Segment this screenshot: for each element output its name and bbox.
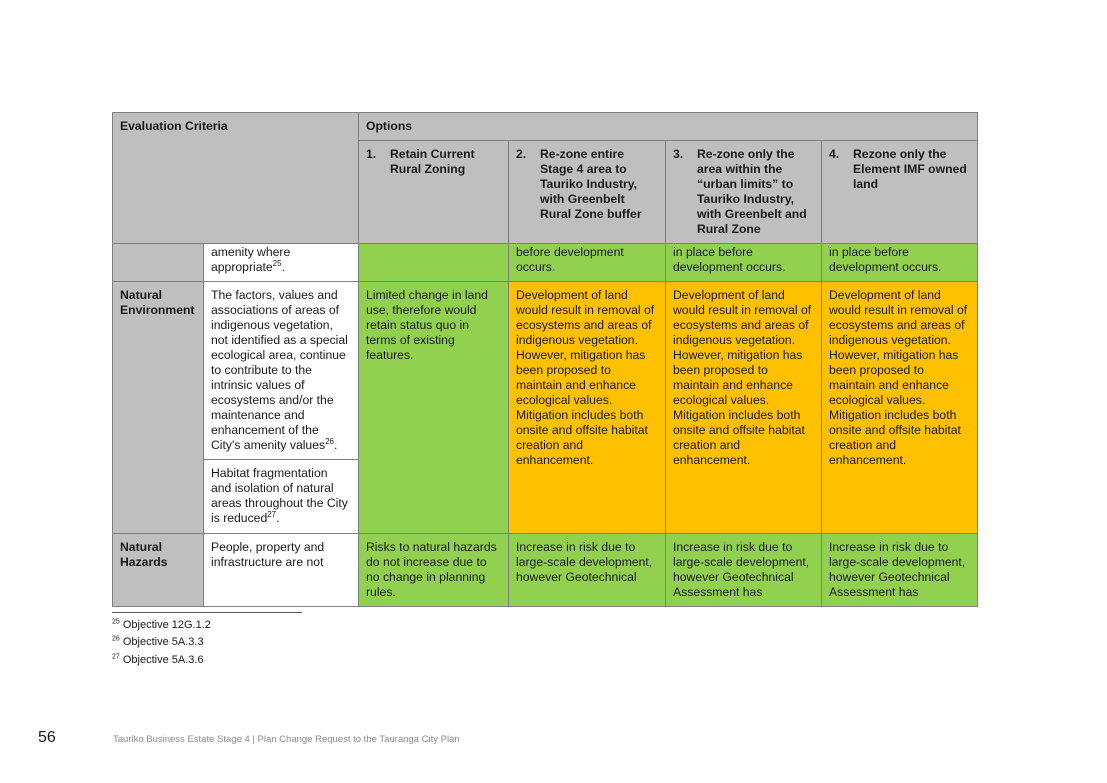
continuation-criterion: amenity where appropriate$^{25}$. bbox=[204, 244, 359, 282]
natural-hazards-option-2: Increase in risk due to large-scale development, however Geotechnical bbox=[509, 534, 666, 607]
natural-hazards-option-3: Increase in risk due to large-scale development, however Geotechnical Assessment has bbox=[666, 534, 822, 607]
header-option-4: 4. Rezone only the Element IMF owned land bbox=[822, 141, 978, 244]
footnote-26: $^{26}$ Objective 5A.3.3 bbox=[112, 635, 204, 648]
header-options: Options bbox=[359, 113, 978, 141]
continuation-option-3: in place before development occurs. bbox=[666, 244, 822, 282]
page-number: 56 bbox=[38, 729, 56, 746]
natural-environment-criterion-2: Habitat fragmentation and isolation of natural areas throughout the City is reduced$^{27}$. bbox=[204, 460, 359, 534]
natural-hazards-option-1: Risks to natural hazards do not increase due to no change in planning rules. bbox=[359, 534, 509, 607]
continuation-option-4: in place before development occurs. bbox=[822, 244, 978, 282]
footnote-27: $^{27}$ Objective 5A.3.6 bbox=[112, 653, 204, 666]
continuation-category bbox=[113, 244, 204, 282]
natural-hazards-row bbox=[113, 534, 978, 607]
natural-environment-option-2: Development of land would result in removal of ecosystems and areas of indigenous vegetation. However, mitigation has been proposed to maintain and enhance ecological values. Mitigation includes both onsite and offsite habitat creation and enhancement. bbox=[509, 282, 666, 534]
natural-hazards-option-4: Increase in risk due to large-scale development, however Geotechnical Assessment has bbox=[822, 534, 978, 607]
natural-environment-criterion-1: The factors, values and associations of areas of indigenous vegetation, not identified as a special ecological area, continue to contribute to the intrinsic values of ecosystems and/or the maintenance and enhancement of the City's amenity values$^{26}$. bbox=[204, 282, 359, 460]
continuation-option-2: before development occurs. bbox=[509, 244, 666, 282]
natural-hazards-category: Natural Hazards bbox=[113, 534, 204, 607]
footer-text: Tauriko Business Estate Stage 4 | Plan Change Request to the Tauranga City Plan bbox=[113, 734, 460, 745]
header-option-1: 1. Retain Current Rural Zoning bbox=[359, 141, 509, 244]
header-option-2: 2. Re-zone entire Stage 4 area to Tauriko Industry, with Greenbelt Rural Zone buffer bbox=[509, 141, 666, 244]
natural-environment-row bbox=[113, 282, 978, 460]
continuation-row bbox=[113, 244, 978, 282]
continuation-option-1 bbox=[359, 244, 509, 282]
header-option-3: 3. Re-zone only the area within the “urban limits” to Tauriko Industry, with Greenbelt and Rural Zone bbox=[666, 141, 822, 244]
header-evaluation-criteria: Evaluation Criteria bbox=[113, 113, 359, 244]
natural-hazards-criterion: People, property and infrastructure are not bbox=[204, 534, 359, 607]
natural-environment-option-4: Development of land would result in removal of ecosystems and areas of indigenous vegetation. However, mitigation has been proposed to maintain and enhance ecological values. Mitigation includes both onsite and offsite habitat creation and enhancement. bbox=[822, 282, 978, 534]
natural-environment-category: Natural Environment bbox=[113, 282, 204, 534]
footnote-25: $^{25}$ Objective 12G.1.2 bbox=[112, 618, 211, 631]
natural-environment-option-3: Development of land would result in removal of ecosystems and areas of indigenous vegetation. However, mitigation has been proposed to maintain and enhance ecological values. Mitigation includes both onsite and offsite habitat creation and enhancement. bbox=[666, 282, 822, 534]
evaluation-table bbox=[112, 112, 978, 607]
header-row bbox=[113, 113, 978, 141]
footnote-divider bbox=[112, 612, 302, 613]
natural-environment-option-1: Limited change in land use, therefore would retain status quo in terms of existing features. bbox=[359, 282, 509, 534]
